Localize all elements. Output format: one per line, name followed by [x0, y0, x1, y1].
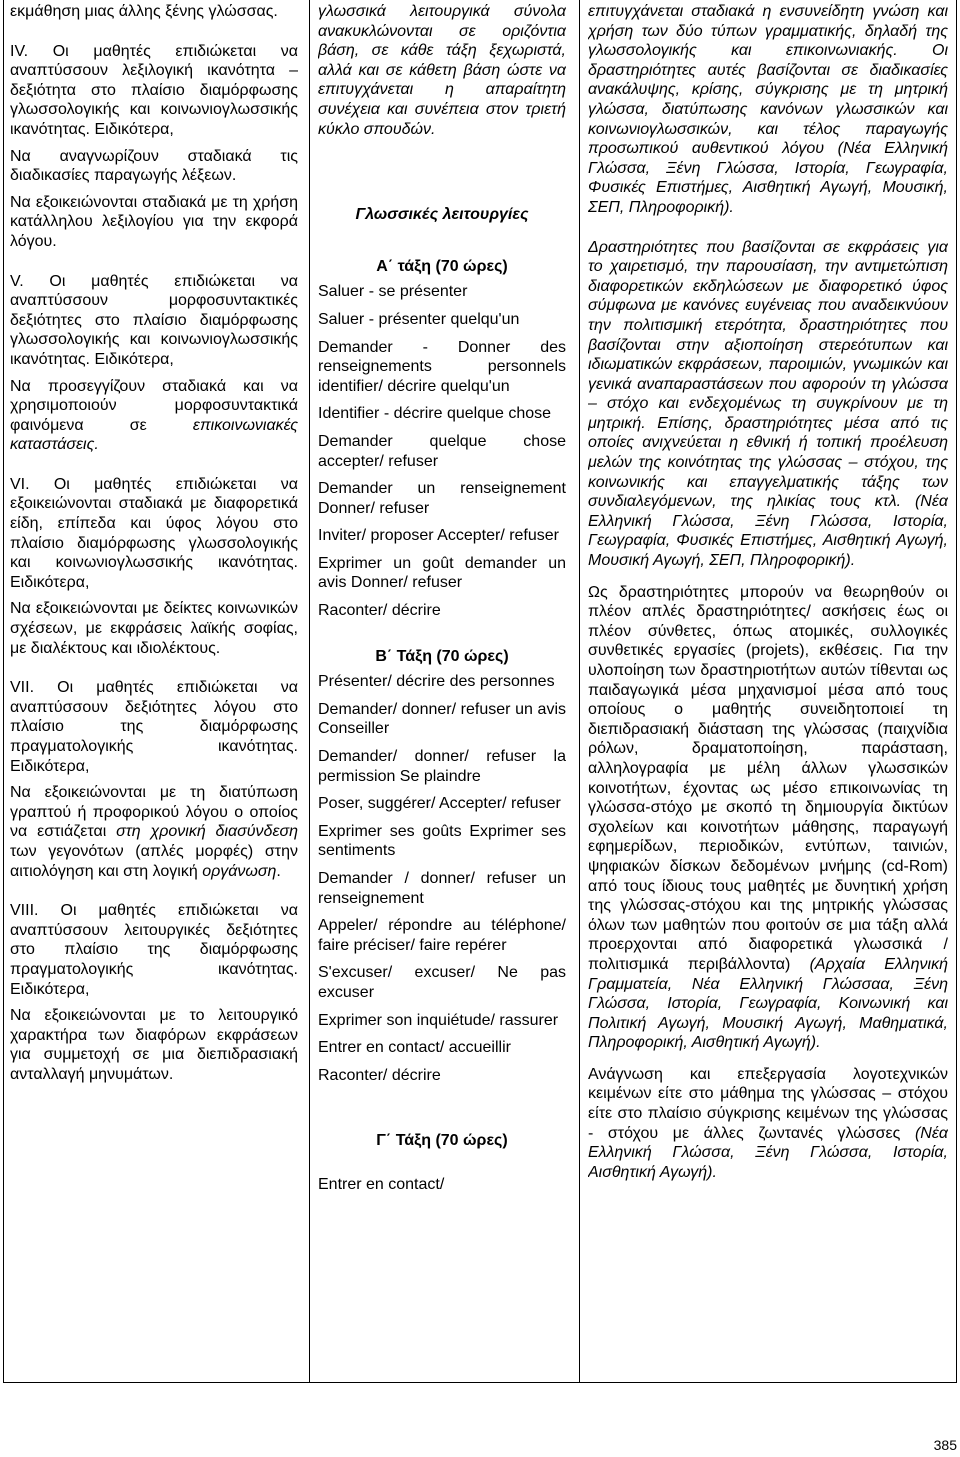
text-run-italic: οργάνωση [202, 862, 277, 880]
text-run: των γεγονότων (απλές μορφές) στην αιτιολόγηση και στη λογική [10, 842, 298, 880]
text-run: Οι δραστηριότητες αυτές βασίζονται σε διαδικασίες ανακάλυψης, κρίσης, σύγκρισης με τη μητρική γλώσσα, διατύπωσης κανόνων γλωσσικών και κοινωνιογλωσσικών, και τέλος παραγωγής προσωπικού αυθεντικού λόγου (Νέα Ελληνική Γλώσσα, Ξένη Γλώσσα, Ιστορία, Γεωγραφία, Φυσικές Επιστήμες, Αισθητική Αγωγή, Μουσική, ΣΕΠ, Πληροφορική). [588, 42, 948, 216]
class-b-heading: Β΄ Τάξη (70 ώρες) [375, 647, 509, 665]
list-item: Entrer en contact/ accueillir [318, 1039, 511, 1057]
list-item: Demander quelque chose accepter/ refuser [318, 432, 566, 470]
objectives-column [10, 2, 298, 1377]
list-item: Demander/ donner/ refuser la permission Se plaindre [318, 748, 566, 785]
paragraph: Δραστηριότητες που βασίζονται σε εκφράσεις για το χαιρετισμό, την παρουσίαση, την αντιμετώπιση διαφορετικών εκδηλώσεων με διαφορετικό ύφος σύμφωνα με κανόνες ευγένειας που αναδεικνύουν την πολιτισμική ετερότητα, δραστηριότητες που βασίζονται στην αξιοποίηση στερεότυπων και ιδιωματικών εκφράσεων, παροιμιών, γνωμικών και γενικά αναπαραστάσεων που αφορούν τη γλώσσα – στόχο και ενδεχομένως τη συγκρίνουν με τη μητρική. Επίσης, δραστηριότητες μέσα από τις οποίες ανιχνεύεται η εθνική ή τοπική προέλευση μελών της κοινότητας της γλώσσας – στόχου, της κοινωνικής και επαγγελματικής τάξης των συνδιαλεγόμενων, της ηλικίας τους κτλ. (Νέα Ελληνική Γλώσσα, Ξένη Γλώσσα, Ιστορία, Γεωγραφία, Φυσικές Επιστήμες, Αισθητική Αγωγή, Μουσική Αγωγή, ΣΕΠ, Πληροφορική). [588, 238, 948, 570]
class-b-list [318, 672, 566, 1085]
class-a-list [318, 282, 566, 620]
list-item: Demander/ donner/ refuser un avis Conseiller [318, 700, 566, 738]
list-item: Demander / donner/ refuser un renseignement [318, 870, 566, 907]
list-item: Entrer en contact/ [318, 1175, 445, 1193]
text-run: επιτυγχάνεται σταδιακά η ενσυνείδητη γνώση και χρήση των δύο τύπων γραμματικής, δηλαδή της γλωσσολογικής και επικοινωνιακής. [588, 3, 948, 60]
objective-vii: VII. Οι μαθητές επιδιώκεται να αναπτύσσουν δεξιότητες λόγου στο πλαίσιο της διαμόρφωσης πραγματολογικής ικανότητας. Ειδικότερα, [10, 679, 298, 775]
list-item: Saluer - se présenter [318, 283, 468, 301]
list-item: Exprimer un goût demander un avis Donner/ refuser [318, 554, 566, 592]
paragraph [10, 783, 298, 881]
paragraph [588, 2, 948, 218]
class-c-heading: Γ΄ Τάξη (70 ώρες) [376, 1132, 508, 1150]
list-item: Présenter/ décrire des personnes [318, 673, 555, 691]
paragraph [588, 583, 948, 1053]
text-run: . [276, 862, 281, 880]
paragraph [588, 1065, 948, 1183]
list-item: Demander - Donner des renseignements personnels identifier/ décrire quelqu'un [318, 338, 566, 395]
list-item: Inviter/ proposer Accepter/ refuser [318, 527, 559, 545]
class-a-heading: Α΄ τάξη (70 ώρες) [376, 257, 508, 275]
page-number: 385 [933, 1437, 957, 1453]
text-run: Να εξοικειώνονται με τη διατύπωση γραπτού ή προφορικού λόγου ο οποίος να εστιάζεται [10, 784, 298, 841]
text-run-italic: (Αρχαία Ελληνική Γραμματεία, Νέα Ελληνική Γλώσσαα, Ξένη Γλώσσα, Ιστορία, Γεωγραφία, Κοινωνική και Πολιτική Αγωγή, Μουσική Αγωγή, Μαθηματικά, Πληροφορική, Αισθητική Αγωγή). [588, 955, 948, 1052]
list-item: S'excuser/ excuser/ Ne pas excuser [318, 964, 566, 1001]
paragraph: Να εξοικειώνονται με δείκτες κοινωνικών σχέσεων, με εκφράσεις λαϊκής σοφίας, με διαλέκτους και ιδιολέκτους. [10, 600, 298, 657]
list-item: Raconter/ décrire [318, 602, 441, 620]
list-item: Identifier - décrire quelque chose [318, 405, 552, 423]
text-run-italic: (Νέα Ελληνική Γλώσσα, Ξένη Γλώσσα, Ιστορία, Αισθητική Αγωγή). [588, 1124, 948, 1181]
paragraph [10, 377, 298, 455]
paragraph: Να αναγνωρίζουν σταδιακά τις διαδικασίες παραγωγής λέξεων. [10, 147, 298, 185]
paragraph: εκμάθηση μιας άλλης ξένης γλώσσας. [10, 3, 278, 20]
text-run-italic: επικοινωνιακές καταστάσεις. [10, 416, 298, 454]
objective-iv: IV. Οι μαθητές επιδιώκεται να αναπτύσσουν λεξιλογική ικανότητα – δεξιότητα στο πλαίσιο διαμόρφωσης γλωσσολογικής και κοινωνιογλωσσικής ικανότητας. Ειδικότερα, [10, 42, 298, 138]
section-heading: Γλωσσικές λειτουργίες [355, 206, 529, 224]
column-divider [579, 0, 580, 1382]
class-c-list [318, 1175, 566, 1195]
text-run: Ανάγνωση και επεξεργασία λογοτεχνικών κειμένων είτε στο μάθημα της γλώσσας – στόχου είτε στο πλαίσιο σύγκρισης κειμένων της γλώσσας - στόχου με άλλες ζωντανές γλώσσες [588, 1065, 948, 1142]
list-item: Exprimer ses goûts Exprimer ses sentiments [318, 822, 566, 860]
objective-viii: VIII. Οι μαθητές επιδιώκεται να αναπτύσσουν λειτουργικές δεξιότητες στο πλαίσιο της διαμόρφωσης πραγματολογικής ικανότητας. Ειδικότερα, [10, 902, 298, 998]
paragraph: Να εξοικειώνονται με το λειτουργικό χαρακτήρα των διαφόρων εκφράσεων για συμμετοχή σε μια διεπιδρασιακή ανταλλαγή μηνυμάτων. [10, 1007, 298, 1083]
text-run-italic: στη χρονική διασύνδεση [116, 823, 298, 841]
list-item: Exprimer son inquiétude/ rassurer [318, 1011, 559, 1029]
intro-paragraph: γλωσσικά λειτουργικά σύνολα ανακυκλώνονται σε οριζόντια βάση, σε κάθε τάξη ξεχωριστά, αλλά και σε κάθετη βάση ώστε να επιτυγχάνεται η απαραίτητη συνέχεια και συνέπεια στον τριετή κύκλο σπουδών. [318, 3, 566, 138]
objective-v: V. Οι μαθητές επιδιώκεται να αναπτύσσουν μορφοσυντακτικές δεξιότητες στο πλαίσιο διαμόρφωσης γλωσσολογικής και κοινωνιογλωσσικής ικανότητας. Ειδικότερα, [10, 272, 298, 368]
paragraph: Να εξοικειώνονται σταδιακά με τη χρήση κατάλληλου λεξιλογίου για την εκφορά λόγου. [10, 193, 298, 250]
objective-vi: VI. Οι μαθητές επιδιώκεται να εξοικειώνονται σταδιακά με διαφορετικά είδη, επίπεδα και ύφος λόγου στο πλαίσιο διαμόρφωσης γλωσσολογικής και κοινωνιογλωσσικής ικανότητας. Ειδικότερα, [10, 475, 298, 591]
list-item: Demander un renseignement Donner/ refuser [318, 480, 566, 517]
activities-column [588, 2, 948, 1370]
list-item: Poser, suggérer/ Accepter/ refuser [318, 795, 561, 813]
list-item: Saluer - présenter quelqu'un [318, 310, 520, 328]
text-run: Να προσεγγίζουν σταδιακά και να χρησιμοποιούν μορφοσυντακτικά φαινόμενα σε [10, 377, 298, 434]
list-item: Appeler/ répondre au téléphone/ faire préciser/ faire repérer [318, 917, 566, 954]
column-divider [309, 0, 310, 1382]
language-functions-column [318, 2, 566, 1377]
list-item: Raconter/ décrire [318, 1066, 441, 1084]
text-run: Ως δραστηριότητες μπορούν να θεωρηθούν οι πλέον απλές δραστηριότητες/ ασκήσεις έως οι πλέον σύνθετες, όπως ατομικές, συλλογικές συνθετικές εργασίες (projets), εκθέσεις. Για την υλοποίηση των δραστηριοτήτων αυτών τίθενται ως παιδαγωγικά μέσα μηχανισμοί μέσα από τους οποίους ο μαθητής συνειδητοποιεί τη διεπιδρασιακή διάσταση της γλώσσας (παιχνίδια ρόλων, δραματοποίηση, παράσταση, αλληλογραφία με μέλη άλλων γλωσσικών κοινοτήτων, έχοντας ως μέσο επικοινωνίας τη γλώσσα-στόχο με σκοπό τη δημιουργία δικτύων σχολείων και κοινοτήτων μάθησης, παραγωγή εφημερίδων, περιοδικών, εντύπων, ταινιών, ψηφιακών δίσκων δεδομένων μνήμης (cd-Rom) από τους ίδιους τους μαθητές με δυνητική χρήση της γλώσσας-στόχου και της μητρικής γλώσσας όλων των μαθητών που φοιτούν σε μια τάξη αλλά προερχονται από διαφορετικά γλωσσικά / πολιτισμικά περιβάλλοντα) [588, 583, 948, 973]
